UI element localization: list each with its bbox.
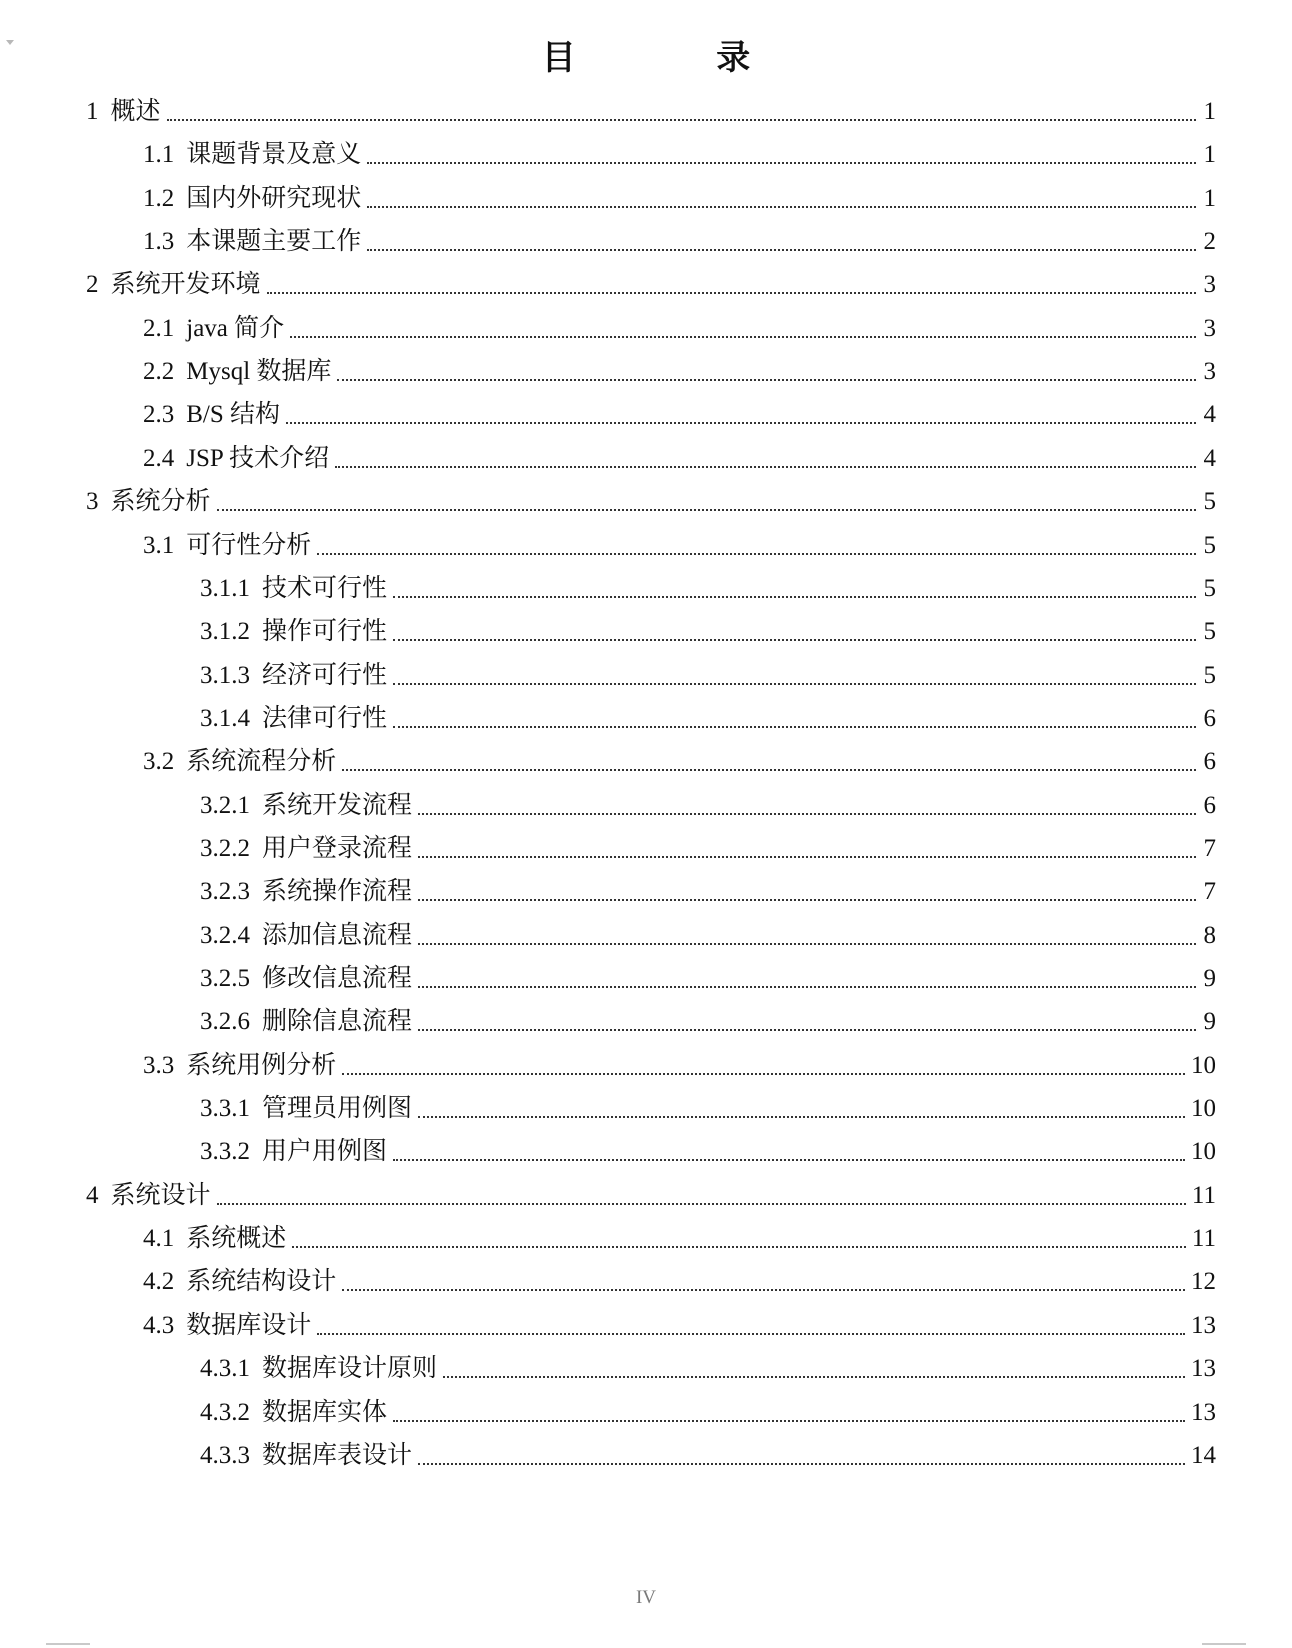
toc-dot-leader (367, 162, 1196, 164)
toc-entry-number: 4.3.2 (200, 1398, 250, 1426)
toc-entry-number: 3.1.2 (200, 618, 250, 646)
toc-entry-page: 13 (1191, 1311, 1216, 1339)
toc-entry-page: 13 (1191, 1355, 1216, 1383)
toc-entry[interactable] (200, 699, 1216, 739)
toc-entry-number: 3.2.5 (200, 965, 250, 992)
toc-dot-leader (292, 1246, 1186, 1248)
toc-entry-title: 系统设计 (110, 1181, 211, 1209)
toc-entry-title: 数据库设计 (186, 1311, 312, 1339)
toc-entry[interactable] (143, 309, 1216, 349)
toc-entry-number: 3.3.2 (200, 1138, 250, 1166)
toc-dot-leader (418, 943, 1196, 945)
toc-entry-number: 1.2 (143, 184, 175, 212)
toc-entry-title: JSP 技术介绍 (186, 444, 330, 472)
toc-entry-title: 系统概述 (186, 1225, 287, 1253)
toc-entry-title: 概述 (110, 98, 161, 125)
toc-dot-leader (335, 466, 1196, 468)
toc-entry-number: 3.2.3 (200, 878, 250, 906)
toc-entry-title: 系统操作流程 (262, 878, 413, 906)
toc-entry-page: 4 (1203, 444, 1216, 472)
toc-entry[interactable] (143, 135, 1216, 175)
toc-entry-title: java 简介 (186, 314, 285, 342)
toc-entry-number: 2.4 (143, 444, 175, 472)
toc-entry-page: 5 (1203, 661, 1216, 689)
toc-entry-number: 3.1.3 (200, 661, 250, 689)
toc-entry-number: 1 (86, 98, 99, 125)
toc-entry-page: 10 (1191, 1051, 1216, 1079)
toc-entry-title: 添加信息流程 (262, 921, 413, 949)
toc-entry[interactable] (200, 916, 1216, 956)
toc-entry-number: 4.3 (143, 1311, 175, 1339)
toc-entry-number: 3.3 (143, 1051, 175, 1079)
toc-dot-leader (217, 509, 1196, 511)
toc-entry[interactable] (143, 222, 1216, 262)
toc-entry-page: 7 (1203, 834, 1216, 862)
toc-dot-leader (418, 856, 1196, 858)
page-title: 目 录 (541, 40, 817, 77)
toc-entry-number: 2.2 (143, 358, 175, 386)
toc-entry[interactable] (200, 1132, 1216, 1172)
toc-entry[interactable] (86, 482, 1216, 522)
toc-entry-title: 国内外研究现状 (186, 184, 362, 212)
toc-entry-page: 3 (1203, 358, 1216, 386)
toc-dot-leader (290, 336, 1196, 338)
toc-entry-number: 4.2 (143, 1268, 175, 1296)
toc-entry[interactable] (143, 1262, 1216, 1302)
toc-entry-number: 4 (86, 1181, 99, 1209)
toc-entry-page: 9 (1203, 965, 1216, 992)
toc-entry-page: 4 (1203, 401, 1216, 429)
toc-entry-page: 3 (1203, 271, 1216, 299)
toc-dot-leader (393, 1420, 1185, 1422)
toc-entry-title: 用户登录流程 (262, 834, 413, 862)
toc-entry-page: 14 (1191, 1441, 1216, 1469)
toc-entry[interactable] (143, 526, 1216, 566)
toc-entry-title: 用户用例图 (262, 1138, 388, 1166)
toc-entry-title: 系统开发流程 (262, 791, 413, 819)
toc-entry-page: 1 (1203, 98, 1216, 125)
toc-entry-title: 经济可行性 (262, 661, 388, 689)
toc-entry-number: 3.2.2 (200, 834, 250, 862)
toc-entry-page: 12 (1191, 1268, 1216, 1296)
toc-entry[interactable] (200, 1393, 1216, 1433)
toc-entry-page: 6 (1203, 791, 1216, 819)
toc-entry-title: 系统分析 (110, 488, 211, 516)
toc-entry-number: 3 (86, 488, 99, 516)
toc-dot-leader (393, 683, 1196, 685)
toc-entry-title: 法律可行性 (262, 704, 388, 732)
toc-dot-leader (317, 1333, 1185, 1335)
toc-entry[interactable] (200, 872, 1216, 912)
toc-entry-title: 操作可行性 (262, 618, 388, 646)
toc-dot-leader (337, 379, 1196, 381)
toc-entry-page: 11 (1191, 1181, 1216, 1209)
toc-dot-leader (342, 1073, 1185, 1075)
toc-dot-leader (267, 292, 1196, 294)
toc-entry-page: 5 (1203, 488, 1216, 516)
toc-entry[interactable] (143, 1219, 1216, 1259)
toc-entry[interactable] (200, 1089, 1216, 1129)
toc-entry-title: 删除信息流程 (262, 1008, 413, 1036)
toc-entry-title: 数据库设计原则 (262, 1355, 438, 1383)
toc-entry-number: 3.1 (143, 531, 175, 559)
toc-entry-page: 1 (1203, 184, 1216, 212)
toc-dot-leader (342, 1289, 1185, 1291)
toc-dot-leader (418, 899, 1196, 901)
toc-entry[interactable] (143, 395, 1216, 435)
toc-entry[interactable] (200, 786, 1216, 826)
toc-entry[interactable] (200, 1349, 1216, 1389)
page-corner-mark-left (46, 1643, 90, 1645)
toc-entry-title: 系统流程分析 (186, 748, 337, 776)
toc-entry-number: 2.3 (143, 401, 175, 429)
toc-entry[interactable] (143, 1046, 1216, 1086)
toc-dot-leader (393, 639, 1196, 641)
toc-entry[interactable] (200, 829, 1216, 869)
toc-entry[interactable] (200, 656, 1216, 696)
toc-entry-page: 6 (1203, 748, 1216, 776)
toc-dot-leader (418, 1029, 1196, 1031)
toc-entry-title: 数据库表设计 (262, 1441, 413, 1469)
toc-entry-title: B/S 结构 (186, 401, 281, 429)
toc-entry-number: 2 (86, 271, 99, 299)
toc-entry-page: 8 (1203, 921, 1216, 949)
toc-entry[interactable] (86, 265, 1216, 305)
toc-entry-title: 系统用例分析 (186, 1051, 337, 1079)
toc-entry-page: 3 (1203, 314, 1216, 342)
toc-entry-title: 管理员用例图 (262, 1095, 413, 1123)
toc-entry[interactable] (143, 742, 1216, 782)
toc-entry-page: 5 (1203, 574, 1216, 602)
toc-entry-title: 本课题主要工作 (186, 228, 362, 256)
toc-dot-leader (393, 1159, 1185, 1161)
toc-entry-page: 5 (1203, 618, 1216, 646)
toc-dot-leader (418, 1116, 1185, 1118)
toc-entry-page: 11 (1191, 1225, 1216, 1253)
toc-entry[interactable] (143, 439, 1216, 479)
toc-dot-leader (443, 1376, 1185, 1378)
toc-entry-title: 修改信息流程 (262, 965, 413, 992)
toc-dot-leader (418, 813, 1196, 815)
toc-dot-leader (393, 596, 1196, 598)
toc-entry-title: 数据库实体 (262, 1398, 388, 1426)
toc-entry-number: 3.3.1 (200, 1095, 250, 1123)
toc-entry-number: 1.3 (143, 228, 175, 256)
toc-entry-number: 4.1 (143, 1225, 175, 1253)
toc-entry-page: 9 (1203, 1008, 1216, 1036)
toc-dot-leader (367, 206, 1196, 208)
toc-entry-number: 3.2.1 (200, 791, 250, 819)
toc-dot-leader (393, 726, 1196, 728)
toc-entry[interactable] (200, 959, 1216, 999)
toc-entry-number: 3.1.1 (200, 574, 250, 602)
toc-entry-number: 4.3.3 (200, 1441, 250, 1469)
toc-entry-page: 2 (1203, 228, 1216, 256)
toc-entry-page: 6 (1203, 704, 1216, 732)
toc-dot-leader (167, 119, 1196, 121)
toc-entry-number: 3.2.6 (200, 1008, 250, 1036)
toc-entry-page: 5 (1203, 531, 1216, 559)
toc-entry[interactable] (143, 1306, 1216, 1346)
toc-entry-title: Mysql 数据库 (186, 358, 332, 386)
toc-entry[interactable] (200, 1436, 1216, 1476)
toc-entry-title: 系统开发环境 (110, 271, 261, 299)
toc-entry-page: 10 (1191, 1138, 1216, 1166)
toc-entry-page: 13 (1191, 1398, 1216, 1426)
toc-entry[interactable] (86, 1176, 1216, 1216)
toc-entry-title: 系统结构设计 (186, 1268, 337, 1296)
toc-dot-leader (317, 553, 1196, 555)
toc-entry-number: 3.2 (143, 748, 175, 776)
toc-entry-number: 3.1.4 (200, 704, 250, 732)
toc-dot-leader (367, 249, 1196, 251)
toc-entry[interactable] (200, 612, 1216, 652)
toc-entry[interactable] (143, 179, 1216, 219)
toc-entry[interactable] (200, 1002, 1216, 1042)
toc-dot-leader (418, 986, 1196, 988)
toc-entry-number: 1.1 (143, 141, 175, 169)
toc-dot-leader (418, 1463, 1185, 1465)
toc-entry-page: 1 (1203, 141, 1216, 169)
toc-entry-page: 10 (1191, 1095, 1216, 1123)
toc-entry-title: 可行性分析 (186, 531, 312, 559)
toc-dot-leader (286, 422, 1196, 424)
toc-entry[interactable] (86, 92, 1216, 132)
toc-entry-title: 技术可行性 (262, 574, 388, 602)
toc-entry[interactable] (143, 352, 1216, 392)
toc-entry-number: 2.1 (143, 314, 175, 342)
page-corner-mark-right (1202, 1643, 1246, 1645)
toc-entry-title: 课题背景及意义 (186, 141, 362, 169)
toc-dot-leader (342, 769, 1196, 771)
footer-page-number: IV (635, 1587, 657, 1608)
toc-entry-number: 3.2.4 (200, 921, 250, 949)
toc-entry-page: 7 (1203, 878, 1216, 906)
toc-entry-number: 4.3.1 (200, 1355, 250, 1383)
toc-entry[interactable] (200, 569, 1216, 609)
toc-dot-leader (217, 1203, 1186, 1205)
